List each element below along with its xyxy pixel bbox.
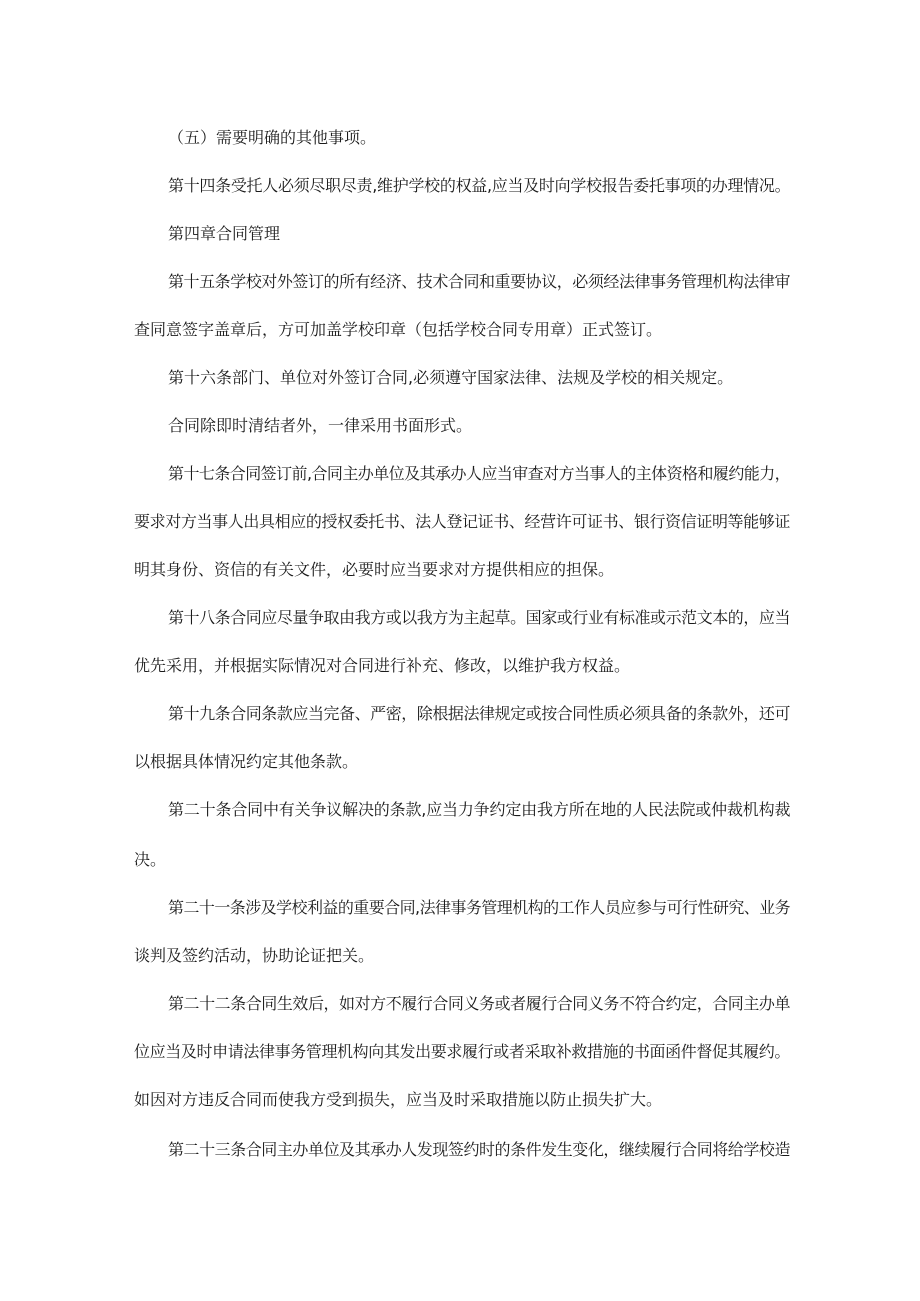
text-line: 第十五条学校对外签订的所有经济、技术合同和重要协议，必须经法律事务管理机构法律审 (168, 272, 791, 291)
text-line: 第十七条合同签订前,合同主办单位及其承办人应当审查对方当事人的主体资格和履约能力， (168, 464, 791, 483)
text-line: 以根据具体情况约定其他条款。 (134, 752, 359, 771)
text-line: 要求对方当事人出具相应的授权委托书、法人登记证书、经营许可证书、银行资信证明等能够证 (134, 512, 791, 531)
text-line: 如因对方违反合同而使我方受到损失，应当及时采取措施以防止损失扩大。 (134, 1090, 663, 1109)
text-line: 第二十三条合同主办单位及其承办人发现签约时的条件发生变化，继续履行合同将给学校造 (168, 1140, 791, 1159)
text-line: 明其身份、资信的有关文件，必要时应当要求对方提供相应的担保。 (134, 560, 615, 579)
text-line: 谈判及签约活动，协助论证把关。 (134, 946, 375, 965)
text-line: 查同意签字盖章后，方可加盖学校印章（包括学校合同专用章）正式签订。 (134, 320, 663, 339)
text-line: 第十八条合同应尽量争取由我方或以我方为主起草。国家或行业有标准或示范文本的，应当 (168, 608, 791, 627)
text-line: （五）需要明确的其他事项。 (168, 128, 377, 147)
text-line: 第二十一条涉及学校利益的重要合同,法律事务管理机构的工作人员应参与可行性研究、业务 (168, 898, 791, 917)
text-line: 优先采用，并根据实际情况对合同进行补充、修改，以维护我方权益。 (134, 656, 631, 675)
text-line: 位应当及时申请法律事务管理机构向其发出要求履行或者采取补救措施的书面函件督促其履约。 (134, 1042, 791, 1061)
text-line: 第十六条部门、单位对外签订合同,必须遵守国家法律、法规及学校的相关规定。 (168, 368, 734, 387)
section-heading: 第四章合同管理 (168, 224, 281, 243)
text-line: 第十四条受托人必须尽职尽责,维护学校的权益,应当及时向学校报告委托事项的办理情况。 (168, 176, 791, 195)
text-line: 合同除即时清结者外，一律采用书面形式。 (168, 416, 473, 435)
text-line: 第二十二条合同生效后，如对方不履行合同义务或者履行合同义务不符合约定，合同主办单 (168, 994, 791, 1013)
text-line: 第二十条合同中有关争议解决的条款,应当力争约定由我方所在地的人民法院或仲裁机构裁 (168, 800, 791, 819)
text-line: 决。 (134, 850, 167, 869)
text-line: 第十九条合同条款应当完备、严密，除根据法律规定或按合同性质必须具备的条款外，还可 (168, 704, 791, 723)
